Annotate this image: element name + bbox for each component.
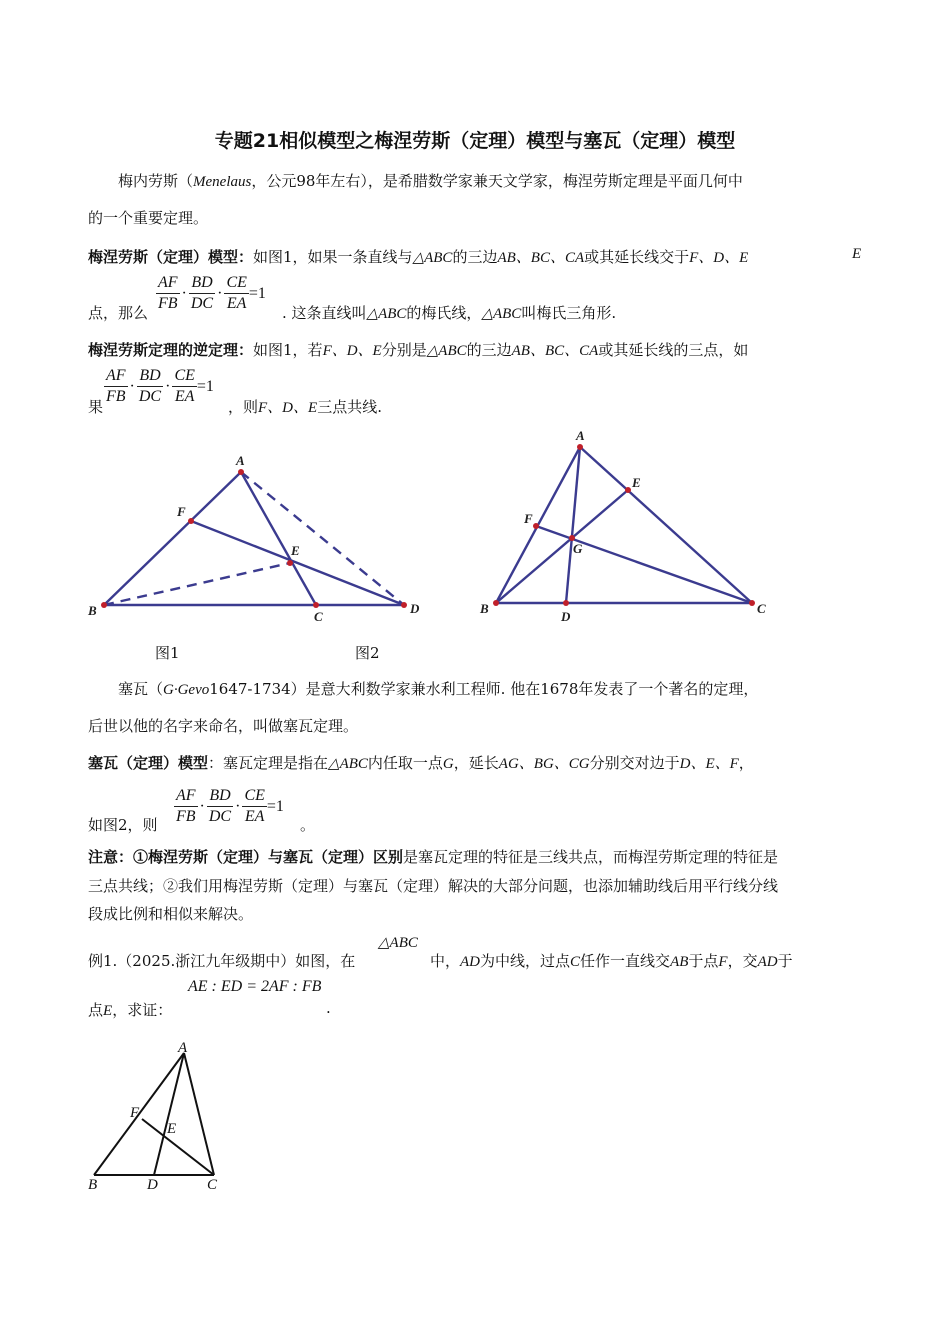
ceva-line-2-post: 。	[300, 816, 316, 834]
text: 为中线，过点	[480, 952, 571, 970]
point-c	[749, 600, 755, 606]
triangle-abc: △ABC	[481, 306, 522, 322]
converse-formula: $\frac{AF}{FB}$ · $\frac{BD}{DC}$ · $\frac{CE}{EA}$ =1	[106, 367, 214, 405]
text: 于	[777, 952, 793, 970]
text: ，延长	[453, 754, 499, 772]
text: 是塞瓦定理的特征是三线共点，而梅涅劳斯定理的特征是	[403, 848, 779, 866]
label-a: A	[576, 428, 585, 443]
frac-den: DC	[190, 295, 214, 312]
label-e: E	[291, 543, 300, 558]
label-b: B	[88, 603, 97, 618]
point-g: G	[442, 756, 454, 772]
label-e: E	[167, 1121, 177, 1137]
segment-ac	[241, 472, 316, 605]
text: 1647-1734）是意大利数学家兼水利工程师. 他在1678年发表了一个著名的定理，	[209, 680, 759, 698]
frac-num: BD	[137, 366, 163, 387]
example-1-line-2	[88, 999, 172, 1020]
frac-den: FB	[176, 808, 196, 825]
ceva-line-2-pre: 如图2，则	[88, 816, 158, 834]
text: 于点	[688, 952, 719, 970]
menelaus-e: E	[852, 246, 862, 262]
triangle-abc: △ABC	[366, 306, 407, 322]
menelaus-formula: $\frac{AF}{FB}$ · $\frac{BD}{DC}$ · $\frac{CE}{EA}$ =1	[158, 274, 266, 312]
segment-ba	[104, 472, 241, 605]
label-c: C	[207, 1177, 218, 1193]
frac-den: EA	[174, 388, 195, 405]
intro-text: ，公元98年左右），是希腊数学家兼天文学家，梅涅劳斯定理是平面几何中	[251, 172, 743, 190]
text: 塞瓦（	[118, 680, 164, 698]
intro-line-2: 的一个重要定理。	[88, 209, 209, 227]
ceva-model-line-1	[88, 752, 754, 773]
segments: AG、BG、CG	[498, 756, 590, 772]
text: 点	[88, 1001, 104, 1019]
figure-3-example	[80, 1035, 230, 1195]
label-f: F	[130, 1105, 140, 1121]
text: 三点共线.	[317, 398, 382, 416]
menelaus-line-2-pre: 点，那么	[88, 304, 149, 322]
segment-ad: AD	[757, 954, 778, 970]
frac-num: BD	[207, 786, 233, 807]
frac-den: DC	[138, 388, 162, 405]
label-c: C	[314, 609, 323, 624]
median-ad	[154, 1053, 184, 1175]
page-title: 专题21相似模型之梅涅劳斯（定理）模型与塞瓦（定理）模型	[214, 130, 736, 152]
note-line-3: 段成比例和相似来解决。	[88, 905, 254, 923]
segment-ac	[184, 1053, 214, 1175]
segment-ad: AD	[460, 954, 481, 970]
points: F、D、E	[322, 343, 382, 359]
point-f	[188, 518, 194, 524]
points: F、D、E	[258, 400, 318, 416]
frac-rhs: =1	[196, 377, 214, 395]
label-d: D	[147, 1177, 158, 1193]
point-c: C	[570, 954, 581, 970]
label-f: F	[177, 504, 186, 519]
triangle-abc: △ABC	[412, 250, 453, 266]
example-1-pre: 例1.（2025.浙江九年级期中）如图，在	[88, 952, 356, 970]
figure-1-menelaus	[80, 445, 430, 630]
converse-line-2-post	[228, 396, 382, 417]
cevian-be	[496, 490, 628, 603]
text: 的三边	[466, 341, 512, 359]
frac-den: DC	[208, 808, 232, 825]
point-b	[101, 602, 107, 608]
text: 叫梅氏三角形.	[521, 304, 617, 322]
note-line-2: 三点共线；②我们用梅涅劳斯（定理）与塞瓦（定理）解决的大部分问题，也添加辅助线后用平行线分线	[88, 877, 779, 895]
figure-2-caption: 图2	[355, 644, 380, 662]
label-d: D	[561, 609, 571, 624]
figure-1-caption: 图1	[155, 644, 180, 662]
converse-line-1	[88, 339, 748, 360]
frac-num: CE	[224, 273, 248, 294]
text: ，求证：	[112, 1001, 173, 1019]
point-f	[533, 523, 539, 529]
text: 如图1，如果一条直线与	[253, 248, 413, 266]
converse-line-2-pre: 果	[88, 398, 104, 416]
frac-den: FB	[106, 388, 126, 405]
menelaus-line-1	[88, 246, 748, 267]
ceva-name: G·Gevo	[163, 682, 210, 698]
dashed-be	[104, 563, 290, 605]
label-f: F	[524, 511, 533, 526]
points: D、E、F	[679, 756, 739, 772]
menelaus-line-2-post	[282, 302, 616, 323]
point-d	[563, 600, 569, 606]
point-a	[238, 469, 244, 475]
example-triangle-abc: △ABC	[378, 935, 418, 951]
menelaus-label: 梅涅劳斯（定理）模型：	[88, 248, 254, 266]
frac-num: CE	[242, 786, 266, 807]
segments: AB、BC、CA	[497, 250, 585, 266]
text: ，则	[228, 398, 259, 416]
text: ：塞瓦定理是指在	[208, 754, 329, 772]
frac-rhs: =1	[266, 797, 284, 815]
ceva-formula: $\frac{AF}{FB}$ · $\frac{BD}{DC}$ · $\frac{CE}{EA}$ =1	[176, 787, 284, 825]
text: 中，	[430, 952, 461, 970]
point-a	[577, 444, 583, 450]
intro-line-1	[118, 170, 743, 191]
dashed-ad	[241, 472, 404, 605]
point-e: E	[103, 1003, 113, 1019]
label-a: A	[178, 1040, 188, 1056]
text: ，	[738, 754, 754, 772]
segments: AB、BC、CA	[511, 343, 599, 359]
frac-num: AF	[104, 366, 128, 387]
frac-den: EA	[244, 808, 265, 825]
text: 的三边	[452, 248, 498, 266]
note-line-1	[88, 846, 778, 867]
figure-2-ceva	[470, 425, 780, 625]
point-c	[313, 602, 319, 608]
intro-text: 梅内劳斯（	[118, 172, 194, 190]
frac-rhs: =1	[248, 284, 266, 302]
frac-den: EA	[226, 295, 247, 312]
frac-num: AF	[174, 786, 198, 807]
text: ，交	[727, 952, 758, 970]
ceva-intro-line-1	[118, 678, 758, 699]
example-1-line-1	[430, 950, 793, 971]
point-f: F	[718, 954, 728, 970]
label-d: D	[410, 601, 420, 616]
intro-name: Menelaus	[193, 174, 252, 190]
text: 分别是	[381, 341, 427, 359]
ceva-intro-line-2: 后世以他的名字来命名，叫做塞瓦定理。	[88, 717, 359, 735]
converse-label: 梅涅劳斯定理的逆定理：	[88, 341, 254, 359]
point-d	[401, 602, 407, 608]
ceva-label: 塞瓦（定理）模型	[88, 754, 209, 772]
text: 或其延长线交于	[584, 248, 690, 266]
triangle-abc: △ABC	[328, 756, 368, 772]
text: 或其延长线的三点，如	[598, 341, 749, 359]
note-label: 注意：①梅涅劳斯（定理）与塞瓦（定理）区别	[88, 848, 404, 866]
label-b: B	[480, 601, 489, 616]
label-b: B	[88, 1177, 98, 1193]
segment-ab: AB	[670, 954, 689, 970]
points: F、D、E	[689, 250, 749, 266]
text: 分别交对边于	[589, 754, 680, 772]
segment-ac	[580, 447, 752, 603]
text: 内任取一点	[367, 754, 443, 772]
triangle-abc: △ABC	[426, 343, 467, 359]
frac-num: CE	[172, 366, 196, 387]
frac-num: BD	[189, 273, 215, 294]
frac-den: FB	[158, 295, 178, 312]
text: 任作一直线交	[580, 952, 671, 970]
point-e	[287, 560, 293, 566]
label-e: E	[632, 475, 641, 490]
example-formula: AE : ED = 2AF : FB	[188, 978, 322, 995]
example-1-line-2-end: .	[326, 999, 331, 1017]
text: . 这条直线叫	[282, 304, 367, 322]
text: 如图1，若	[253, 341, 323, 359]
point-b	[493, 600, 499, 606]
label-g: G	[573, 541, 583, 556]
text: 的梅氏线，	[406, 304, 482, 322]
label-a: A	[236, 453, 245, 468]
label-c: C	[757, 601, 766, 616]
point-e	[625, 487, 631, 493]
frac-num: AF	[156, 273, 180, 294]
menelaus-line-fd	[191, 521, 404, 605]
